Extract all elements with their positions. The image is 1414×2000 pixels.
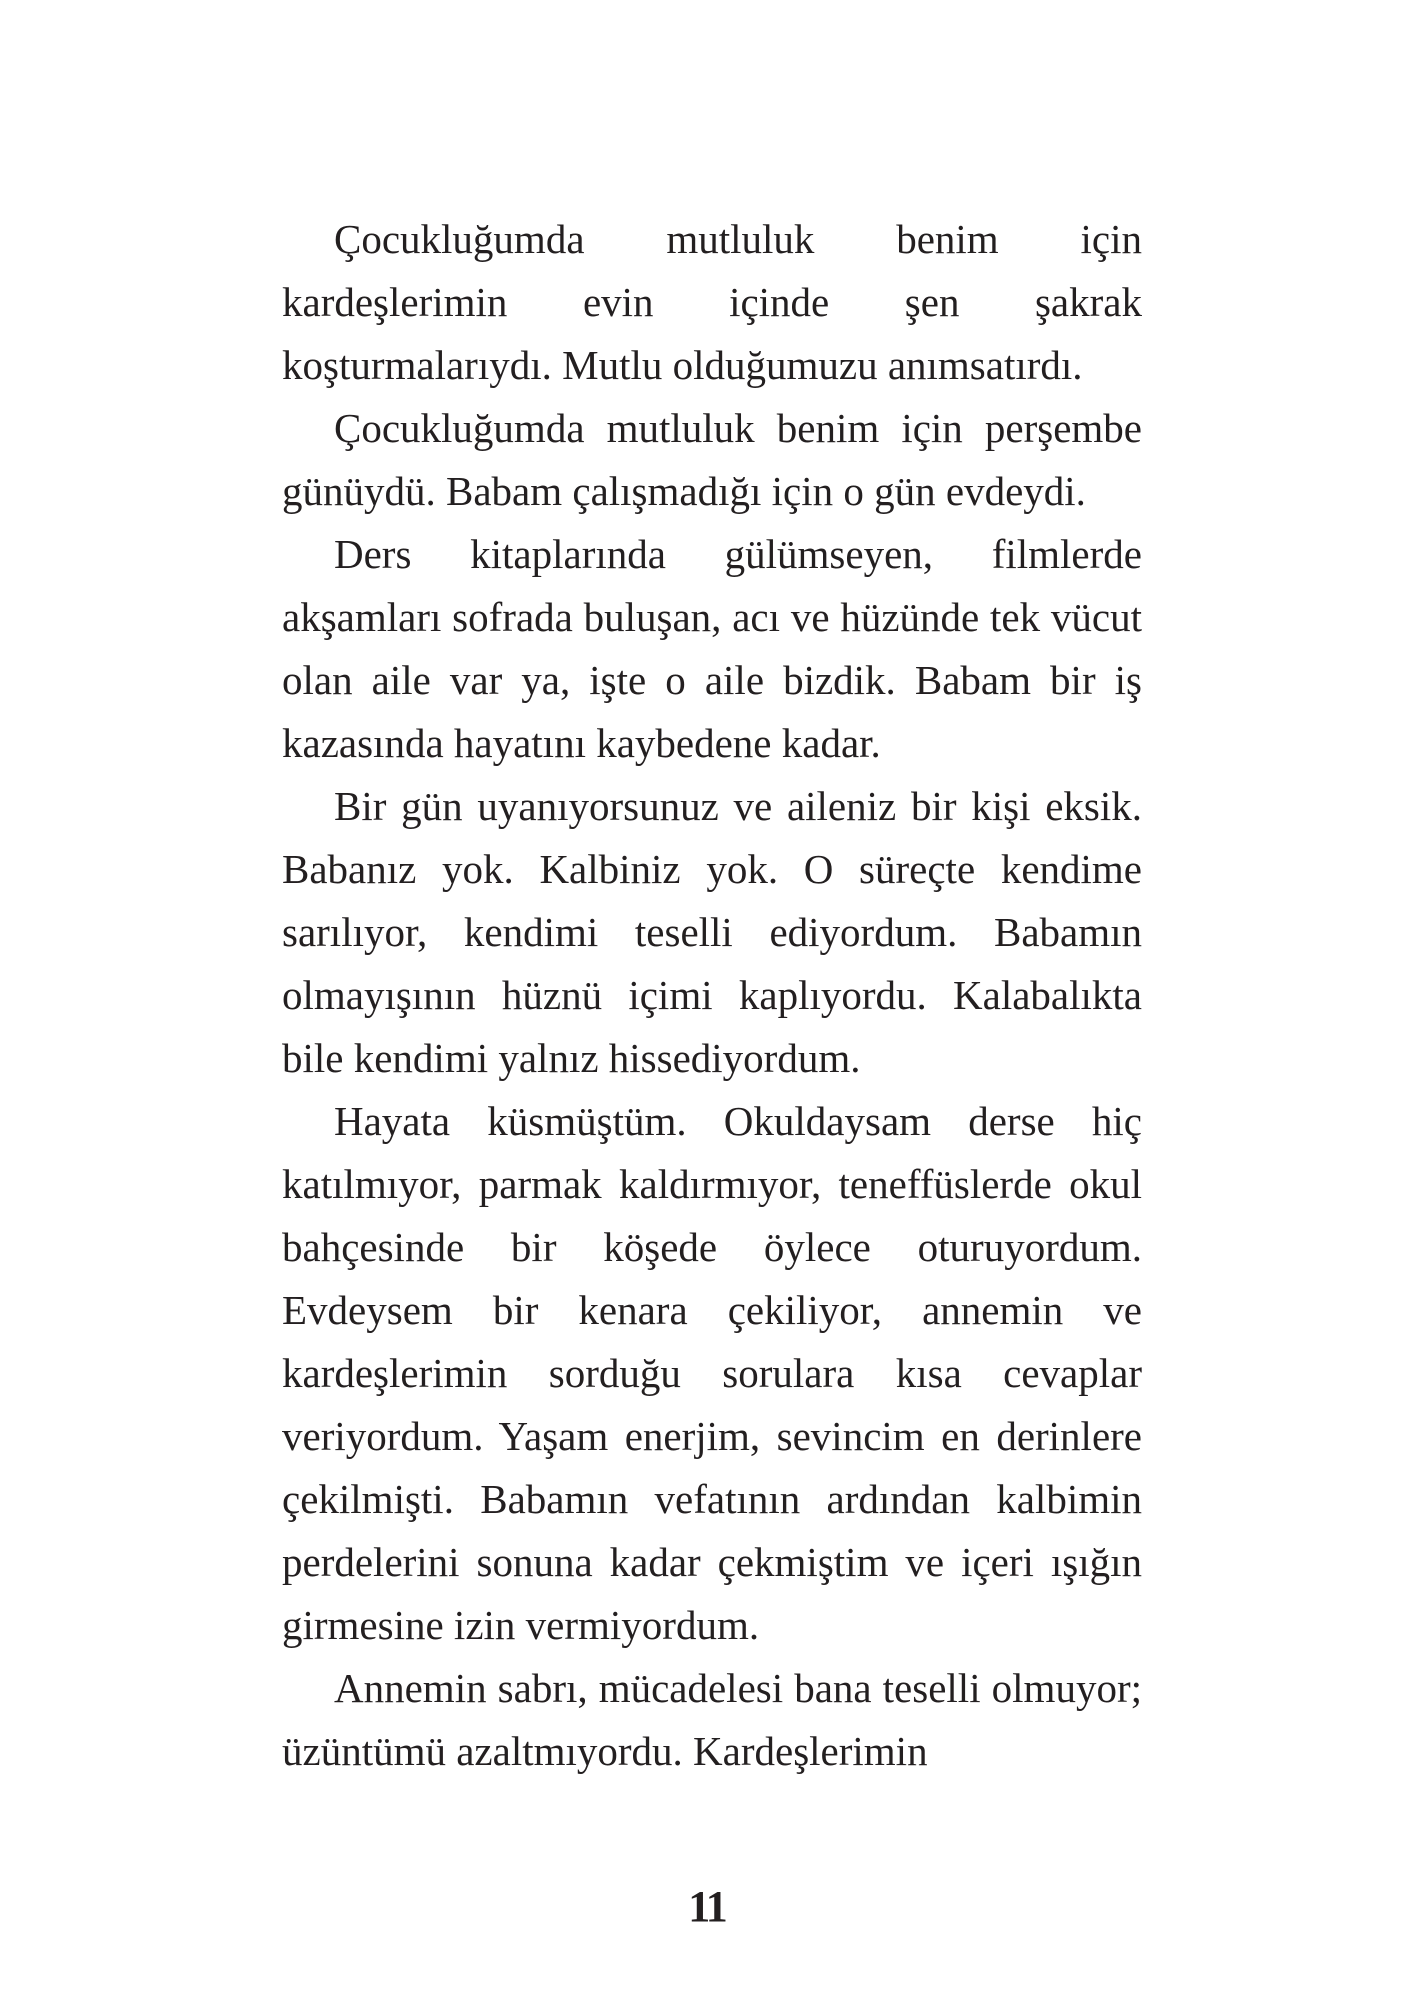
paragraph-4: Bir gün uyanıyorsunuz ve aileniz bir kişi eksik. Babanız yok. Kalbiniz yok. O süreçte kendime sarılıyor, kendimi teselli ediyordum. Babamın olmayışının hüznü içimi kaplıyordu. Kalabalıkta bile kendimi yalnız hissediyordum. [282,783,1142,1081]
paragraph-3: Ders kitaplarında gülümseyen, filmlerde akşamları sofrada buluşan, acı ve hüzünde tek vücut olan aile var ya, işte o aile bizdik. Babam bir iş kazasında hayatını kaybedene kadar. [282,531,1142,766]
page-number: 11 [688,1882,726,1931]
paragraph-5: Hayata küsmüştüm. Okuldaysam derse hiç katılmıyor, parmak kaldırmıyor, teneffüslerde okul bahçesinde bir köşede öylece oturuyordum. Evdeysem bir kenara çekiliyor, annemin ve kardeşlerimin sorduğu sorulara kısa cevaplar veriyordum. Yaşam enerjim, sevincim en derinlere çekilmişti. Babamın vefatının ardından kalbimin perdelerini sonuna kadar çekmiştim ve içeri ışığın girmesine izin vermiyordum. [282,1098,1142,1648]
paragraph-1: Çocukluğumda mutluluk benim için kardeşlerimin evin içinde şen şakrak koşturmalarıydı. Mutlu olduğumuzu anımsatırdı. [282,216,1142,388]
body-text [282,208,1142,1783]
paragraph-6: Annemin sabrı, mücadelesi bana teselli olmuyor; üzüntümü azaltmıyordu. Kardeşlerimin [282,1665,1142,1774]
paragraph-2: Çocukluğumda mutluluk benim için perşembe günüydü. Babam çalışmadığı için o gün evdeydi. [282,405,1142,514]
